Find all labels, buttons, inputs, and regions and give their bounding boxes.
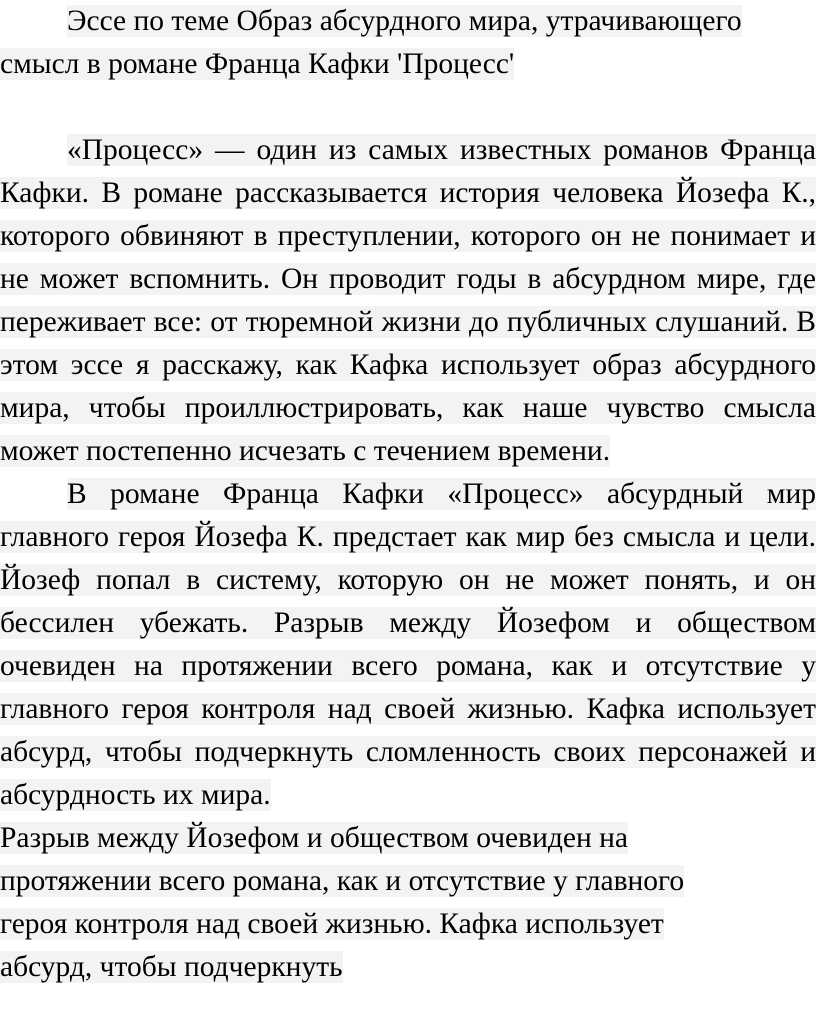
trailing-line (0, 817, 816, 860)
trailing-line (0, 903, 816, 946)
essay-title (0, 0, 816, 86)
trailing-line (0, 860, 816, 903)
trailing-line (0, 946, 816, 989)
trailing-line-text: абсурд, чтобы подчеркнуть (0, 951, 343, 983)
paragraph-1 (0, 129, 816, 473)
paragraph-2-text: В романе Франца Кафки «Процесс» абсурдный мир главного героя Йозефа К. предстает как мир без смысла и цели. Йозеф попал в систему, которую он не может понять, и он бессилен убежать. Разрыв между Йозефом и обществом очевиден на протяжении всего романа, как и отсутствие у главного героя контроля над своей жизнью. Кафка использует абсурд, чтобы подчеркнуть сломленность своих персонажей и абсурдность их мира. (0, 478, 816, 811)
trailing-text (0, 817, 816, 989)
essay-title-text: Эссе по теме Образ абсурдного мира, утрачивающего смысл в романе Франца Кафки 'Процесс' (0, 5, 742, 80)
blank-line (0, 86, 816, 129)
trailing-line-text: Разрыв между Йозефом и обществом очевиден на (0, 822, 628, 854)
paragraph-1-text: «Процесс» — один из самых известных романов Франца Кафки. В романе рассказывается история человека Йозефа К., которого обвиняют в преступлении, которого он не понимает и не может вспомнить. Он проводит годы в абсурдном мире, где переживает все: от тюремной жизни до публичных слушаний. В этом эссе я расскажу, как Кафка использует образ абсурдного мира, чтобы проиллюстрировать, как наше чувство смысла может постепенно исчезать с течением времени. (0, 134, 816, 467)
trailing-line-text: протяжении всего романа, как и отсутствие у главного (0, 865, 685, 897)
paragraph-2 (0, 473, 816, 817)
trailing-line-text: героя контроля над своей жизнью. Кафка использует (0, 908, 664, 940)
